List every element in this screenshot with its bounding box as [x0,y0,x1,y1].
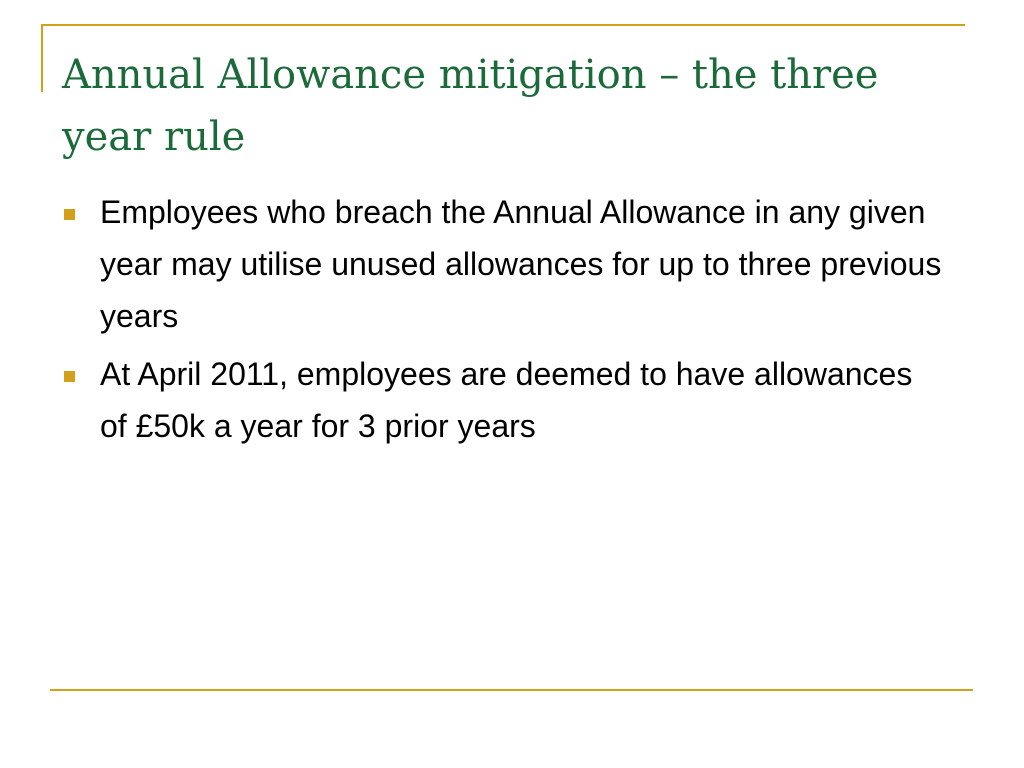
bottom-border-line [50,689,973,691]
square-bullet-icon [64,371,75,382]
bullet-item [62,348,942,452]
bullet-text: At April 2011, employees are deemed to have allowances of £50k a year for 3 prior years [100,356,913,444]
slide-title: Annual Allowance mitigation – the three year rule [62,52,879,160]
top-border-line [41,24,965,26]
bullet-item [62,186,942,342]
square-bullet-icon [64,209,75,220]
bullet-list [62,186,942,458]
bullet-text: Employees who breach the Annual Allowance in any given year may utilise unused allowances for up to three previous years [100,194,942,334]
left-border-line [41,24,43,92]
